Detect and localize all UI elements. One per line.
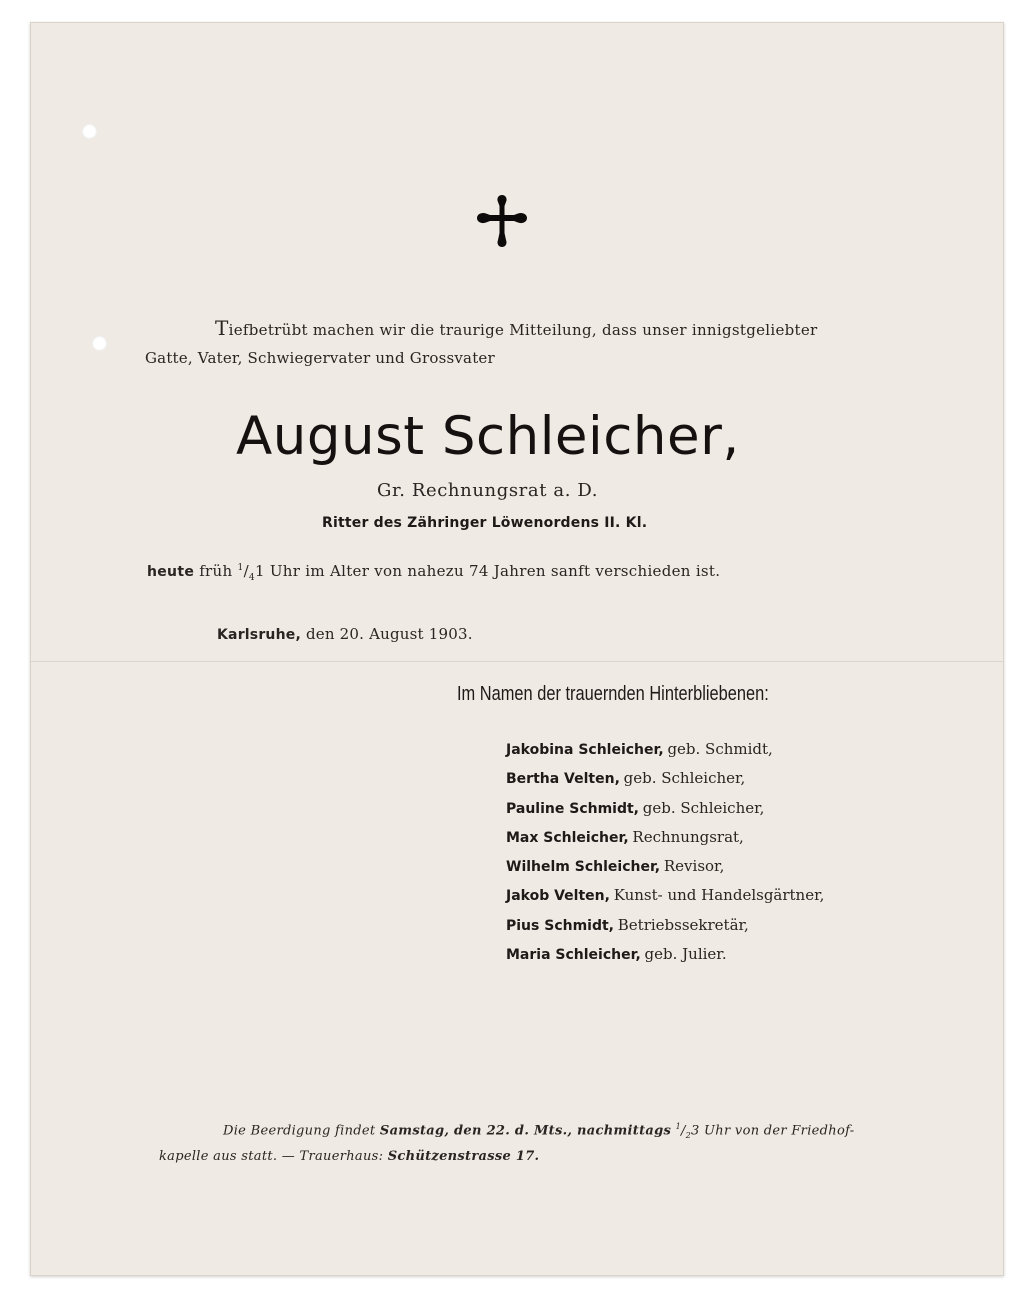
mourner-name: Pius Schmidt,: [506, 917, 615, 934]
mourners-list: [506, 740, 824, 974]
death-time-part2: 1 Uhr im Alter von nahezu 74 Jahren sanft verschieden ist.: [254, 562, 721, 580]
on-behalf-heading: Im Namen der trauernden Hinterbliebenen:: [457, 683, 769, 705]
mourner-name: Jakob Velten,: [506, 888, 610, 905]
deceased-title: Gr. Rechnungsrat a. D.: [377, 480, 599, 501]
mourner-desc: Betriebssekretär,: [617, 915, 749, 934]
mourner-name: Max Schleicher,: [506, 829, 629, 846]
mourner-desc: geb. Schleicher,: [642, 798, 765, 817]
mourner-name: Wilhelm Schleicher,: [506, 859, 661, 876]
cross-icon: [474, 193, 530, 249]
place: Karlsruhe,: [217, 627, 301, 643]
list-item: [506, 886, 824, 915]
mourner-desc: geb. Schleicher,: [623, 769, 746, 788]
date-text: den 20. August 1903.: [305, 625, 473, 643]
punch-hole: [92, 336, 107, 351]
place-date-line: [217, 625, 473, 643]
mourner-name: Pauline Schmidt,: [506, 800, 639, 817]
punch-hole: [82, 124, 97, 139]
funeral-fraction-denominator: 2: [685, 1130, 692, 1140]
funeral-address: Schützenstrasse 17.: [387, 1149, 540, 1164]
funeral-text-c: 3 Uhr von der Friedhof-: [691, 1123, 855, 1139]
death-fraction-denominator: 4: [248, 573, 255, 583]
list-item: [506, 769, 824, 798]
mourner-desc: Revisor,: [663, 857, 725, 876]
death-time-part1: früh: [199, 562, 233, 580]
intro-text: iefbetrübt machen wir die traurige Mitteilung, dass unser innigstgeliebter: [228, 321, 818, 339]
deceased-honor: Ritter des Zähringer Löwenordens II. Kl.: [322, 515, 648, 531]
funeral-line-1: Die Beerdigung findet Samstag, den 22. d. Mts., nachmittags $^1/_23$ Uhr von der Friedhof-: [223, 1122, 855, 1140]
list-item: [506, 828, 824, 857]
intro-line-1: [215, 316, 818, 340]
funeral-text-a: Die Beerdigung findet: [223, 1123, 376, 1139]
funeral-date: Samstag, den 22. d. Mts., nachmittags: [379, 1123, 672, 1139]
list-item: [506, 740, 824, 769]
mourner-name: Maria Schleicher,: [506, 947, 641, 964]
mourner-desc: Rechnungsrat,: [632, 827, 744, 846]
intro-line-2: Gatte, Vater, Schwiegervater und Grossvater: [145, 349, 495, 367]
funeral-fraction-numerator: 1: [675, 1122, 681, 1131]
drop-initial: T: [215, 316, 229, 340]
mourner-desc: Kunst- und Handelsgärtner,: [613, 886, 825, 905]
mourner-desc: geb. Schmidt,: [667, 740, 773, 758]
list-item: [506, 799, 824, 828]
list-item: [506, 916, 824, 945]
death-statement: heute früh $^1/_41$ Uhr im Alter von nahezu 74 Jahren sanft verschieden ist.: [147, 562, 721, 583]
mourner-name: Bertha Velten,: [506, 771, 620, 788]
funeral-text-d: kapelle aus statt. — Trauerhaus:: [159, 1149, 384, 1164]
death-fraction-numerator: 1: [237, 563, 244, 573]
obituary-notice-sheet: [30, 22, 1004, 1276]
list-item: [506, 945, 824, 974]
mourner-desc: geb. Julier.: [644, 945, 727, 964]
mourner-name: Jakobina Schleicher,: [506, 742, 664, 758]
death-prefix: heute: [147, 564, 195, 580]
paper-fold-line: [31, 661, 1003, 662]
list-item: [506, 857, 824, 886]
deceased-name: August Schleicher,: [236, 406, 740, 467]
funeral-line-2: [159, 1149, 539, 1164]
